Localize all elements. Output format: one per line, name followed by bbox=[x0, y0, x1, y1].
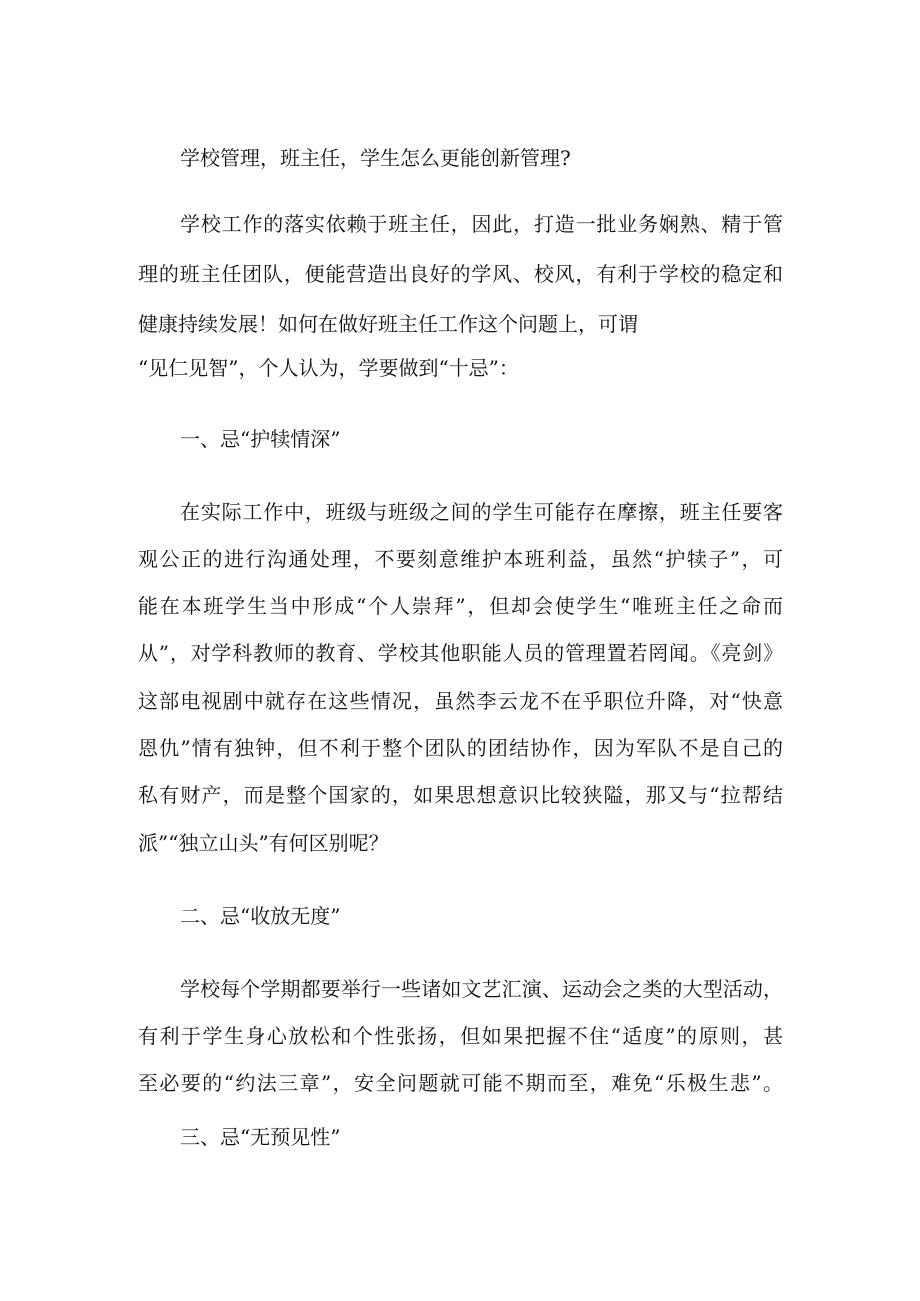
intro-line-4: “见仁见智”，个人认为，学要做到“十忌”： bbox=[138, 356, 519, 380]
section-heading-1: 一、忌“护犊情深” bbox=[180, 427, 341, 451]
section1-line-8: 派”“独立山头”有何区别呢？ bbox=[138, 831, 389, 855]
section1-line-4: 从”，对学科教师的教育、学校其他职能人员的管理置若罔闻。《亮剑》 bbox=[138, 641, 783, 665]
section2-line-3: 至必要的“约法三章”，安全问题就可能不期而至，难免“乐极生悲”。 bbox=[138, 1071, 783, 1095]
section1-line-3: 能在本班学生当中形成“个人崇拜”，但却会使学生“唯班主任之命而 bbox=[138, 594, 783, 618]
section-heading-2: 二、忌“收放无度” bbox=[180, 904, 341, 928]
section1-line-1: 在实际工作中，班级与班级之间的学生可能存在摩擦，班主任要客 bbox=[180, 500, 783, 524]
document-title: 学校管理，班主任，学生怎么更能创新管理? bbox=[180, 146, 571, 170]
intro-line-1: 学校工作的落实依赖于班主任，因此，打造一批业务娴熟、精于管 bbox=[180, 212, 783, 236]
intro-line-2: 理的班主任团队，便能营造出良好的学风、校风，有利于学校的稳定和 bbox=[138, 262, 783, 286]
intro-line-3: 健康持续发展！如何在做好班主任工作这个问题上，可谓 bbox=[138, 312, 638, 336]
section2-line-2: 有利于学生身心放松和个性张扬，但如果把握不住“适度”的原则，甚 bbox=[138, 1024, 783, 1048]
section2-line-1: 学校每个学期都要举行一些诸如文艺汇演、运动会之类的大型活动， bbox=[180, 977, 783, 1001]
section1-line-7: 私有财产，而是整个国家的，如果思想意识比较狭隘，那又与“拉帮结 bbox=[138, 783, 783, 807]
section1-line-2: 观公正的进行沟通处理，不要刻意维护本班利益，虽然“护犊子”，可 bbox=[138, 547, 783, 571]
section-heading-3: 三、忌“无预见性” bbox=[180, 1125, 341, 1149]
section1-line-6: 恩仇”情有独钟，但不利于整个团队的团结协作，因为军队不是自己的 bbox=[138, 736, 783, 760]
section1-line-5: 这部电视剧中就存在这些情况，虽然李云龙不在乎职位升降，对“快意 bbox=[138, 689, 783, 713]
